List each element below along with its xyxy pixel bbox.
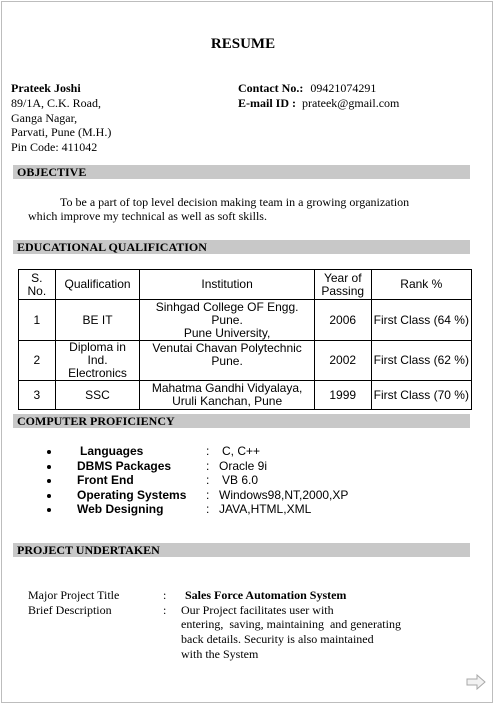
- email-label: E-mail ID :: [238, 96, 296, 110]
- row-institution-line-2: Pune University,: [183, 325, 271, 340]
- row-rank: First Class (62 %): [371, 341, 471, 381]
- row-sno: 1: [19, 300, 56, 341]
- objective-line-2: which improve my technical as well as soft skills.: [28, 209, 267, 223]
- address-line-2: Ganga Nagar,: [11, 111, 78, 125]
- row-rank: First Class (70 %): [371, 381, 471, 410]
- education-heading: EDUCATIONAL QUALIFICATION: [13, 240, 470, 254]
- row-year: 2002: [314, 341, 371, 381]
- next-page-arrow-icon[interactable]: [466, 674, 486, 690]
- header-year: Year of Passing: [314, 270, 371, 300]
- row-year: 1999: [314, 381, 371, 410]
- header-rank: Rank %: [371, 270, 471, 300]
- objective-line-1: To be a part of top level decision making team in a growing organization: [60, 195, 410, 209]
- row-institution: [140, 300, 314, 341]
- candidate-name: Prateek Joshi: [11, 81, 81, 95]
- table-header-row: [19, 270, 472, 300]
- address-line-4: Pin Code: 411042: [11, 140, 98, 154]
- table-row: [19, 341, 472, 381]
- bullet-icon: [47, 450, 51, 454]
- address-line-3: Parvati, Pune (M.H.): [11, 125, 112, 139]
- education-table: [18, 269, 472, 410]
- bullet-icon: [47, 465, 51, 469]
- row-qualification: BE IT: [55, 300, 140, 341]
- row-sno: 3: [19, 381, 56, 410]
- project-title-label: Major Project Title: [28, 588, 120, 602]
- project-heading: PROJECT UNDERTAKEN: [13, 543, 470, 557]
- contact-number-row: [238, 81, 376, 96]
- row-sno: 2: [19, 341, 56, 381]
- skill-label-os: Operating Systems: [77, 488, 187, 502]
- address-line-1: 89/1A, C.K. Road,: [11, 96, 101, 110]
- bullet-icon: [47, 508, 51, 512]
- row-institution: Venutai Chavan Polytechnic Pune.: [140, 341, 314, 381]
- skill-value-os: Windows98,NT,2000,XP: [219, 488, 349, 502]
- row-institution-line-1: Sinhgad College OF Engg. Pune.: [155, 299, 299, 327]
- header-sno: S. No.: [19, 270, 56, 300]
- row-year: 2006: [314, 300, 371, 341]
- skill-label-web: Web Designing: [77, 502, 164, 516]
- skill-colon: :: [206, 444, 210, 458]
- skill-colon: :: [206, 459, 210, 473]
- skill-colon: :: [206, 488, 210, 502]
- row-institution: Mahatma Gandhi Vidyalaya, Uruli Kanchan, Pune: [140, 381, 314, 410]
- email-value[interactable]: prateek@gmail.com: [302, 96, 400, 110]
- skill-value-web: JAVA,HTML,XML: [219, 502, 312, 516]
- contact-number-label: Contact No.:: [238, 81, 304, 95]
- project-desc-line-2: entering, saving, maintaining and generating: [181, 617, 401, 631]
- skill-colon: :: [206, 502, 210, 516]
- skill-label-languages: Languages: [80, 444, 144, 458]
- project-colon: :: [163, 588, 167, 602]
- resume-title: RESUME: [210, 36, 276, 52]
- project-desc-line-4: with the System: [181, 647, 259, 661]
- table-row: [19, 300, 472, 341]
- row-qualification: SSC: [55, 381, 140, 410]
- skill-label-front-end: Front End: [77, 473, 134, 487]
- skill-value-languages: C, C++: [222, 444, 261, 458]
- skill-label-dbms: DBMS Packages: [77, 459, 172, 473]
- contact-number-value: 09421074291: [310, 81, 377, 95]
- project-colon: :: [163, 603, 167, 617]
- header-qualification: Qualification: [55, 270, 140, 300]
- skill-value-front-end: VB 6.0: [222, 473, 259, 487]
- skill-colon: :: [206, 473, 210, 487]
- bullet-icon: [47, 479, 51, 483]
- header-institution: Institution: [140, 270, 314, 300]
- row-qualification: Diploma in Ind. Electronics: [55, 341, 140, 381]
- bullet-icon: [47, 494, 51, 498]
- row-rank: First Class (64 %): [371, 300, 471, 341]
- computer-heading: COMPUTER PROFICIENCY: [13, 414, 470, 428]
- objective-heading: OBJECTIVE: [13, 165, 470, 179]
- project-title-value: Sales Force Automation System: [185, 588, 347, 602]
- skill-value-dbms: Oracle 9i: [219, 459, 268, 473]
- email-row: [238, 96, 399, 111]
- table-row: [19, 381, 472, 410]
- project-desc-line-3: back details. Security is also maintained: [181, 632, 374, 646]
- project-desc-label: Brief Description: [28, 603, 112, 617]
- project-desc-line-1: Our Project facilitates user with: [181, 603, 334, 617]
